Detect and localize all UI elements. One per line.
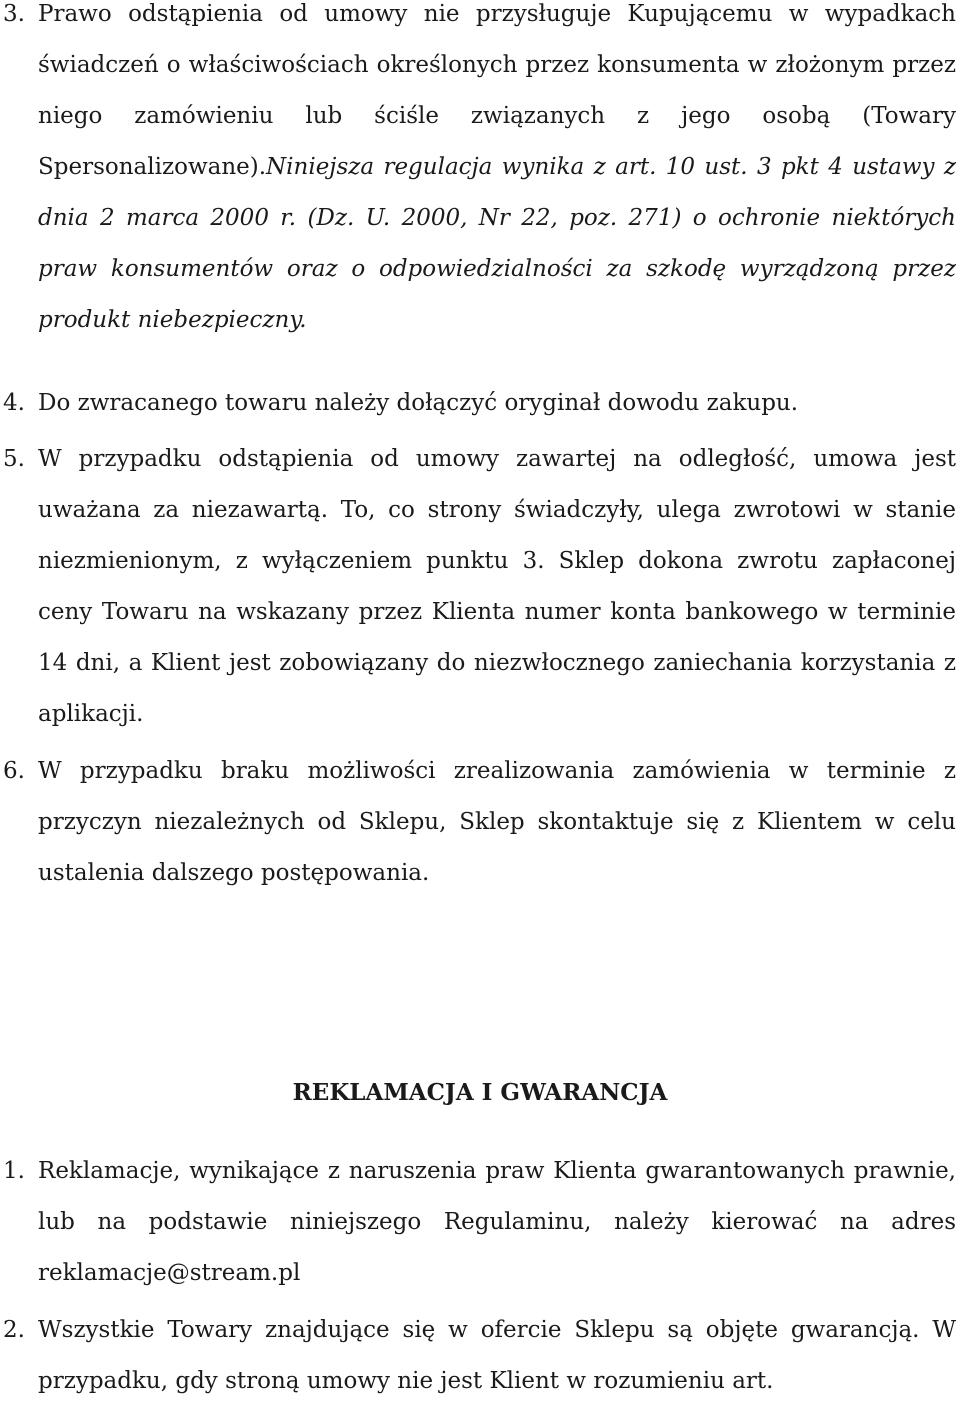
list-item-6 [0, 746, 956, 899]
list-text-plain: Prawo odstąpienia od umowy nie przysługuje Kupującemu w wypadkach świadczeń o właściwościach określonych przez konsumenta w złożonym przez niego zamówieniu lub ściśle związanych z jego osobą (Towary Spersonalizowane). [38, 1, 956, 180]
list-item-4 [0, 378, 956, 429]
list-number: 5. [3, 446, 25, 472]
list-item-reklamacja-1 [0, 1146, 956, 1299]
list-number: 1. [3, 1158, 25, 1184]
list-number: 3. [3, 1, 25, 27]
list-number: 2. [3, 1317, 25, 1343]
list-text: Wszystkie Towary znajdujące się w ofercie Sklepu są objęte gwarancją. W przypadku, gdy stroną umowy nie jest Klient w rozumieniu art. [38, 1317, 956, 1394]
list-number: 6. [3, 758, 25, 784]
list-text: Reklamacje, wynikające z naruszenia praw Klienta gwarantowanych prawnie, lub na podstawie niniejszego Regulaminu, należy kierować na adres reklamacje@stream.pl [38, 1158, 956, 1286]
list-item-5 [0, 434, 956, 740]
list-item-reklamacja-2 [0, 1305, 956, 1407]
list-item-3 [0, 0, 956, 346]
section-heading-reklamacja: REKLAMACJA I GWARANCJA [292, 1079, 668, 1106]
list-number: 4. [3, 390, 25, 416]
list-text: Do zwracanego towaru należy dołączyć oryginał dowodu zakupu. [38, 390, 799, 416]
list-text [38, 0, 956, 346]
list-text: W przypadku odstąpienia od umowy zawartej na odległość, umowa jest uważana za niezawartą. To, co strony świadczyły, ulega zwrotowi w stanie niezmienionym, z wyłączeniem punktu 3. Sklep dokona zwrotu zapłaconej ceny Towaru na wskazany przez Klienta numer konta bankowego w terminie 14 dni, a Klient jest zobowiązany do niezwłocznego zaniechania korzystania z aplikacji. [38, 446, 956, 727]
list-text: W przypadku braku możliwości zrealizowania zamówienia w terminie z przyczyn niezależnych od Sklepu, Sklep skontaktuje się z Klientem w celu ustalenia dalszego postępowania. [38, 758, 956, 886]
list-text-italic: Niniejsza regulacja wynika z art. 10 ust. 3 pkt 4 ustawy z dnia 2 marca 2000 r. (Dz. U. 2000, Nr 22, poz. 271) o ochronie niektórych praw konsumentów oraz o odpowiedzialności za szkodę wyrządzoną przez produkt niebezpieczny. [38, 154, 956, 333]
